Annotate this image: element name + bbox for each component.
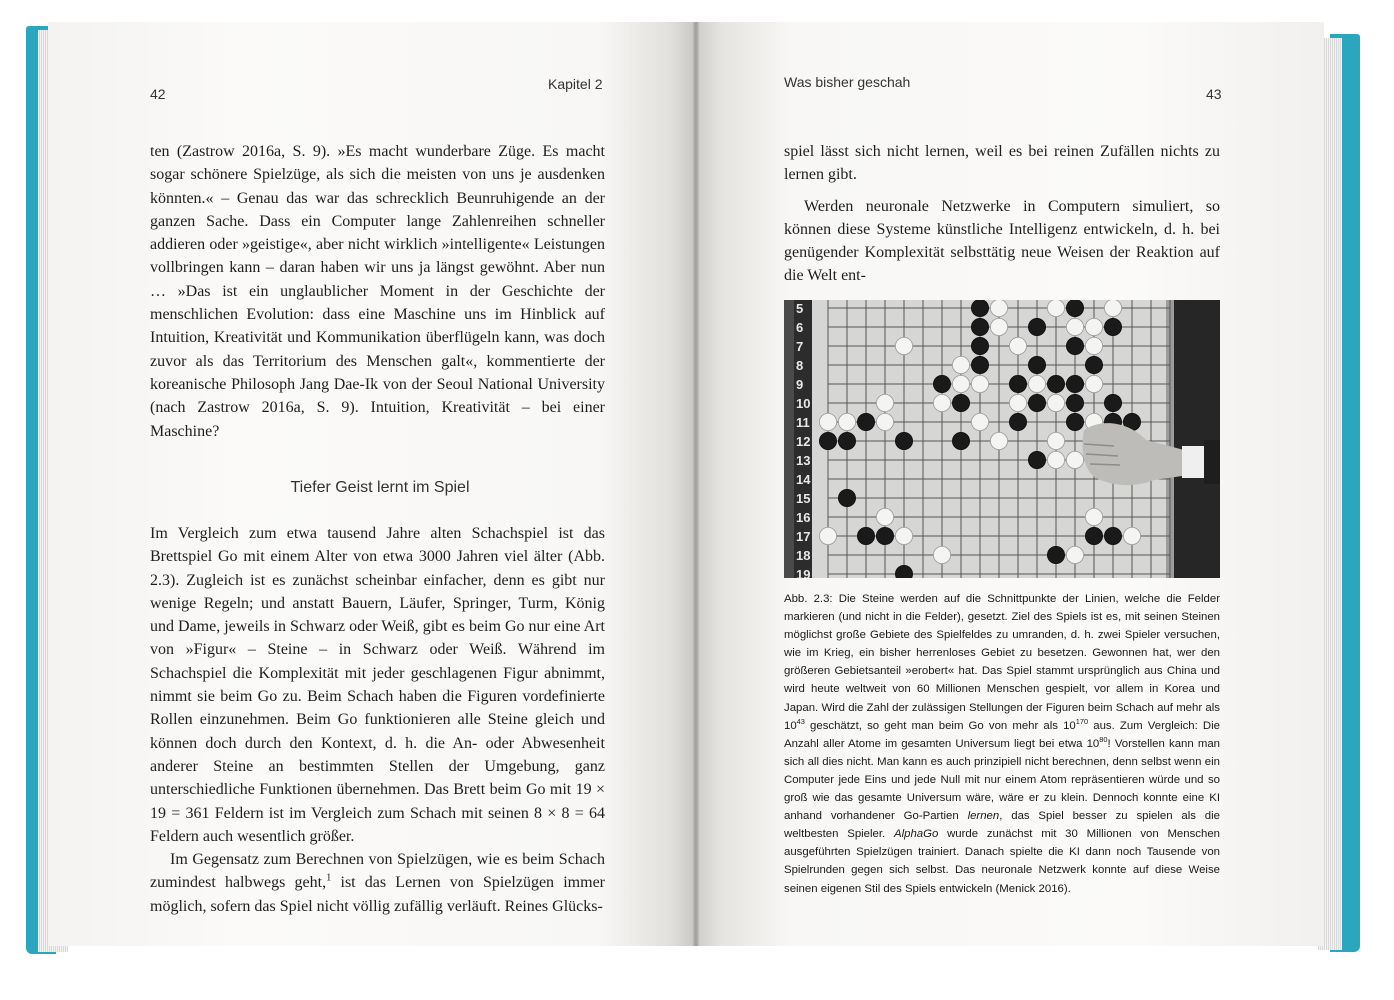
white-go-stone	[952, 356, 969, 373]
white-go-stone	[1123, 527, 1140, 544]
white-go-stone	[933, 394, 950, 411]
black-go-stone	[1028, 451, 1045, 468]
right-paragraph-2: Werden neuronale Netzwerke in Computern simuliert, so können diese Systeme künstliche Intelligenz entwickeln, d. h. bei genügender Komplexität selbsttätig neue Weisen der Reaktion auf die Welt ent-	[784, 197, 1220, 285]
caption-exp-43: 43	[796, 716, 805, 726]
board-row-label: 12	[796, 434, 811, 449]
caption-exp-170: 170	[1075, 716, 1089, 726]
board-row-label: 13	[796, 453, 811, 468]
white-go-stone	[1085, 375, 1102, 392]
white-go-stone	[1009, 337, 1026, 354]
go-board-image	[784, 300, 1220, 578]
right-page-number: 43	[1206, 86, 1222, 102]
caption-exp-80: 80	[1099, 734, 1108, 744]
left-paragraph-2: Im Vergleich zum etwa tausend Jahre alten Schachspiel ist das Brettspiel Go mit einem Alter von etwa 3000 Jahren viel älter (Abb. 2.3). Zugleich ist es zunächst scheinbar einfacher, denn es gibt nur wenige Regeln; und anstatt Bauern, Läufer, Springer, Turm, König und Dame, jeweils in Schwarz oder Weiß, gibt es beim Go nur eine Art von »Figur« – Steine – in Schwarz oder Weiß. Während im Schachspiel die Komplexität mit jeder geschlagenen Figur abnimmt, nimmt sie beim Go zu. Beim Schach haben die Figuren vordefinierte Rollen einzunehmen. Beim Go funktionieren alle Steine gleich und können doch durch den Kontext, d. h. die An- oder Abwesenheit anderer Steine an bestimmten Stellen der Umgebung, ganz unterschiedliche Funktionen übernehmen. Das Brett beim Go mit 19 × 19 = 361 Feldern ist im Vergleich zum Schach mit seinen 8 × 8 = 64 Feldern auch wesentlich größer.	[150, 525, 605, 845]
black-go-stone	[1047, 375, 1064, 392]
white-go-stone	[1047, 432, 1064, 449]
white-go-stone	[876, 394, 893, 411]
caption-seg-11: wurde zunächst mit 30 Millionen von Menschen ausgeführten Spielzügen trainiert. Danach spielte die KI dann noch Tausende von Spielrunden gegen sich selbst. Das neuronale Netzwerk konnte auf diese Weise seinen eigenen Stil des Spiels entwickeln (Menick 2016).	[784, 828, 1220, 895]
black-go-stone	[1066, 375, 1083, 392]
white-go-stone	[1066, 318, 1083, 335]
board-row-label: 6	[796, 320, 804, 335]
black-go-stone	[1085, 527, 1102, 544]
left-paragraph-3	[150, 848, 605, 918]
black-go-stone	[895, 432, 912, 449]
black-go-stone	[1085, 356, 1102, 373]
black-go-stone	[1104, 318, 1121, 335]
board-row-label: 19	[796, 567, 811, 578]
white-go-stone	[952, 375, 969, 392]
caption-seg-3: geschätzt, so geht man beim Go von mehr als 10	[804, 719, 1076, 732]
board-row-label: 9	[796, 377, 804, 392]
board-row-label: 5	[796, 301, 804, 316]
white-go-stone	[876, 413, 893, 430]
white-go-stone	[990, 300, 1007, 317]
left-paragraph-3-part-2: ist das Lernen von Spielzügen immer möglich, sofern das Spiel nicht völlig zufällig verläuft. Reines Glücks-	[150, 874, 605, 915]
board-row-label: 14	[796, 472, 811, 487]
book-gutter	[693, 22, 699, 946]
board-row-label: 18	[796, 548, 811, 563]
white-go-stone	[1085, 318, 1102, 335]
black-go-stone	[876, 527, 893, 544]
figure-caption	[784, 590, 1220, 898]
white-go-stone	[876, 508, 893, 525]
section-heading: Tiefer Geist lernt im Spiel	[290, 479, 470, 496]
board-row-label: 11	[796, 415, 810, 430]
black-go-stone	[1009, 413, 1026, 430]
caption-seg-1: Abb. 2.3: Die Steine werden auf die Schnittpunkte der Linien, welche die Felder markieren (und nicht in die Felder), gesetzt. Ziel des Spiels ist es, mit seinen Steinen möglichst große Gebiete des Spielfeldes zu umranden, d. h. zwei Spieler versuchen, wie im Krieg, ein bisher herrenloses Gebiet zu besetzen. Gewonnen hat, wer den größeren Gebietsanteil »erobert« hat. Das Spiel stammt ursprünglich aus China und wird heute weltweit von 60 Millionen Menschen gespielt, vor allem in Korea und Japan. Wird die Zahl der zulässigen Stellungen der Figuren beim Schach auf mehr als 10	[784, 593, 1220, 732]
left-body-top	[150, 140, 605, 443]
white-go-stone	[1009, 394, 1026, 411]
white-go-stone	[895, 337, 912, 354]
white-go-stone	[1028, 375, 1045, 392]
black-go-stone	[1066, 413, 1083, 430]
black-go-stone	[838, 432, 855, 449]
black-go-stone	[971, 318, 988, 335]
white-go-stone	[819, 413, 836, 430]
black-go-stone	[1104, 394, 1121, 411]
white-go-stone	[1085, 337, 1102, 354]
footnote-marker: 1	[326, 873, 332, 885]
black-go-stone	[1066, 394, 1083, 411]
white-go-stone	[1066, 546, 1083, 563]
caption-seg-5: aus. Zum Vergleich: Die Anzahl aller Atome im gesamten Universum liegt bei etwa 10	[784, 719, 1220, 750]
right-paragraph-1: spiel lässt sich nicht lernen, weil es bei reinen Zufällen nichts zu lernen gibt.	[784, 143, 1220, 184]
caption-seg-9: , das Spiel besser zu spielen als die weltbesten Spieler.	[784, 810, 1221, 841]
right-running-head: Was bisher geschah	[784, 74, 911, 90]
black-go-stone	[933, 375, 950, 392]
white-go-stone	[990, 432, 1007, 449]
left-paragraph-1: ten (Zastrow 2016a, S. 9). »Es macht wunderbare Züge. Es macht sogar schönere Spielzüge, als sich die meisten von uns je ausdenken könnten.« – Genau das war das schrecklich Beunruhigende an der ganzen Sache. Dass ein Computer lange Zahlenreihen schneller addieren oder »geistige«, aber nicht wirklich »intelligente« Leistungen vollbringen kann – daran haben wir uns ja längst gewöhnt. Aber nun … »Das ist ein unglaublicher Moment in der Geschichte der menschlichen Evolution: dass eine Maschine uns im Hinblick auf Intuition, Kreativität und Kommunikation überflügeln kann, was doch zuvor als das Territorium des Menschen galt«, kommentierte der koreanische Philosoph Jang Dae-Ik von der Seoul National University (nach Zastrow 2016a, S. 9). Intuition, Kreativität – bei einer Maschine?	[150, 143, 605, 440]
white-go-stone	[1047, 300, 1064, 317]
black-go-stone	[819, 432, 836, 449]
go-board-photo	[784, 300, 1220, 578]
black-go-stone	[857, 527, 874, 544]
caption-seg-7: ! Vorstellen kann man sich all dies nicht. Man kann es auch prinzipiell nicht berechnen, denn selbst wenn ein Computer jede Eins und jede Null mit nur einem Atom repräsentieren würde und so groß wie das gesamte Universum wäre, wäre er zu klein. Dennoch konnte eine KI anhand vorhandener Go-Partien	[784, 737, 1220, 823]
left-running-head: Kapitel 2	[548, 76, 603, 92]
black-go-stone	[971, 337, 988, 354]
white-go-stone	[933, 546, 950, 563]
white-go-stone	[1047, 394, 1064, 411]
white-go-stone	[990, 318, 1007, 335]
black-go-stone	[1028, 394, 1045, 411]
white-go-stone	[971, 413, 988, 430]
white-go-stone	[1047, 451, 1064, 468]
left-body-bottom	[150, 522, 605, 918]
black-go-stone	[952, 394, 969, 411]
white-go-stone	[1066, 451, 1083, 468]
black-go-stone	[1104, 527, 1121, 544]
black-go-stone	[971, 356, 988, 373]
black-go-stone	[1028, 356, 1045, 373]
board-row-label: 17	[796, 529, 811, 544]
white-go-stone	[819, 527, 836, 544]
black-go-stone	[1009, 375, 1026, 392]
caption-italic-alphago: AlphaGo	[893, 828, 939, 841]
black-go-stone	[1066, 337, 1083, 354]
board-row-label: 10	[796, 396, 811, 411]
left-paragraph-3-part-1: Im Gegensatz zum Berechnen von Spielzügen, wie es beim Schach zumindest halbwegs geht,	[150, 851, 605, 892]
black-go-stone	[952, 432, 969, 449]
white-go-stone	[1085, 508, 1102, 525]
left-page-number: 42	[150, 86, 166, 102]
black-go-stone	[1028, 318, 1045, 335]
white-go-stone	[1104, 300, 1121, 317]
white-go-stone	[838, 413, 855, 430]
right-body	[784, 140, 1220, 288]
board-row-label: 16	[796, 510, 811, 525]
board-row-label: 8	[796, 358, 804, 373]
caption-italic-lernen: lernen	[967, 810, 1000, 823]
white-go-stone	[895, 527, 912, 544]
board-row-label: 7	[796, 339, 804, 354]
caption-paragraph	[784, 590, 1220, 898]
board-row-label: 15	[796, 491, 811, 506]
black-go-stone	[1066, 300, 1083, 317]
black-go-stone	[971, 300, 988, 317]
black-go-stone	[1047, 546, 1064, 563]
black-go-stone	[838, 489, 855, 506]
white-go-stone	[971, 375, 988, 392]
black-go-stone	[857, 413, 874, 430]
